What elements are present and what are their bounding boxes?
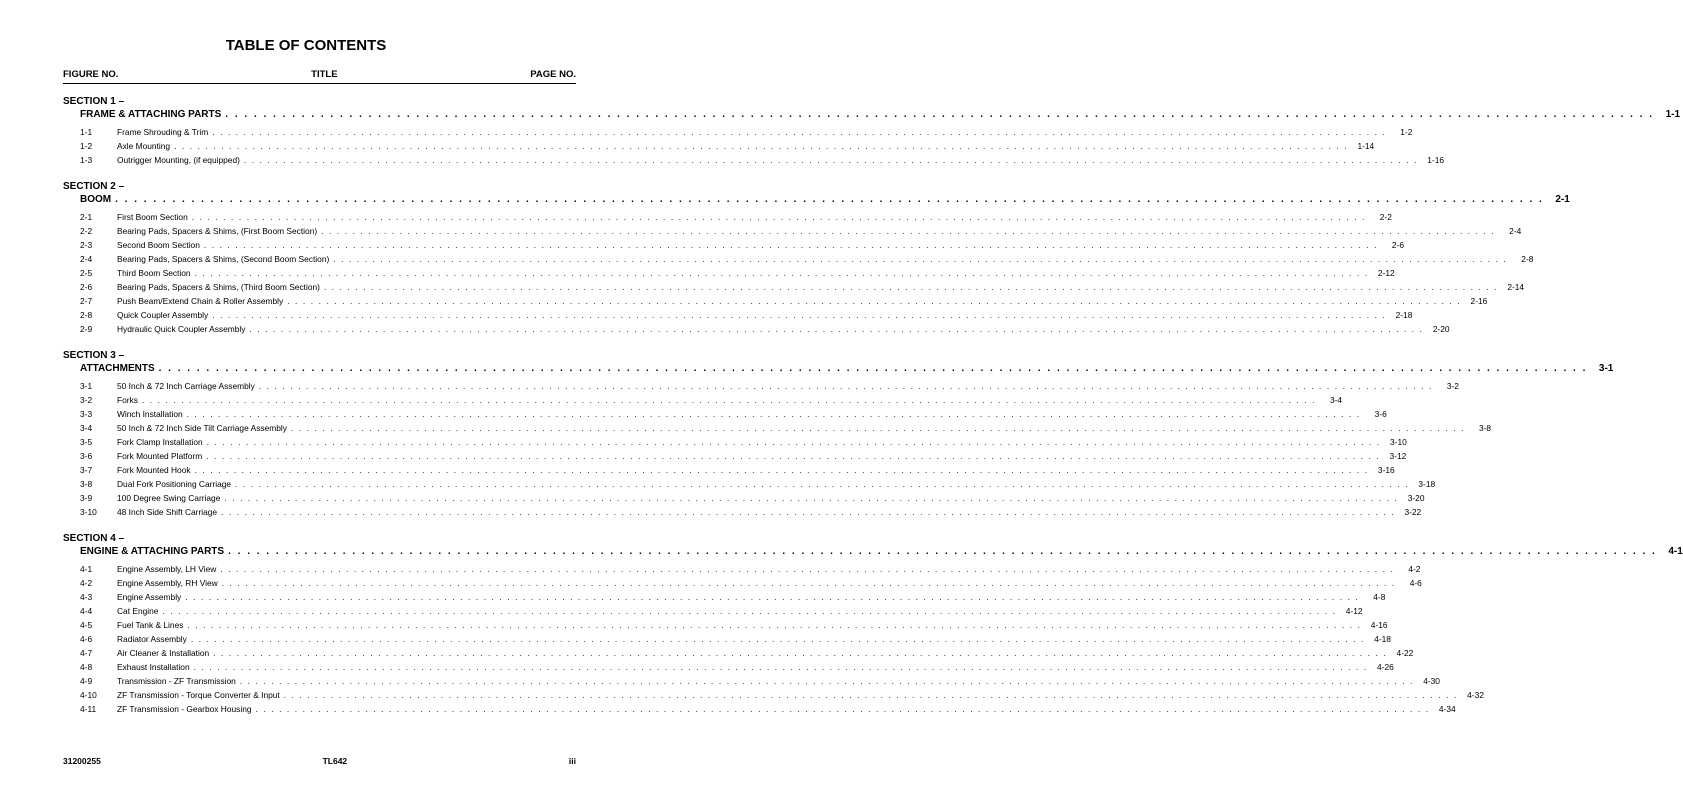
entry-title: Dual Fork Positioning Carriage bbox=[117, 479, 232, 489]
dot-leader: . . . . . . . . . . . . . . . . . . . . . . . . . . . . . . . . . . . . . . . . . . . . . . . . . . . . . . . . . . . . . . . . . . . . . . . . . . . . . . . . . . . . . . . . . . . . . . . . . . . . . . . . . . . . . . . . . . . . . . . . . . . . . . . . . . . . . . . . . . . . . . . . . . . . . . bbox=[206, 451, 1381, 461]
entry-title: Bearing Pads, Spacers & Shims, (Third Boom Section) bbox=[117, 282, 320, 292]
figure-number: 4-7 bbox=[80, 648, 93, 658]
entry-title: Second Boom Section bbox=[117, 240, 200, 250]
entry-title: Radiator Assembly bbox=[117, 634, 187, 644]
dot-leader: . . . . . . . . . . . . . . . . . . . . . . . . . . . . . . . . . . . . . . . . . . . . . . . . . . . . . . . . . . . . . . . . . . . . . . . . . . . . . . . . . . . . . . . . . . . . . . . . . . . . . . . . . . . . . . . . . . . . . . . . . . . . . . . . . . . . . . . . . . . . . . . . . . . . . . bbox=[187, 620, 1362, 630]
dot-leader: . . . . . . . . . . . . . . . . . . . . . . . . . . . . . . . . . . . . . . . . . . . . . . . . . . . . . . . . . . . . . . . . . . . . . . . . . . . . . . . . . . . . . . . . . . . . . . . . . . . . . . . . . . . . . . . . . . . . . . . . . . . . . . . . . . . . . . . . . . . . . . . . . . . . . . bbox=[235, 479, 1410, 489]
section-label: SECTION 2 – bbox=[63, 181, 125, 192]
entry-page-number: 1-14 bbox=[1357, 141, 1375, 151]
figure-number: 2-8 bbox=[80, 310, 93, 320]
toc-entry[interactable] bbox=[63, 435, 1407, 449]
dot-leader: . . . . . . . . . . . . . . . . . . . . . . . . . . . . . . . . . . . . . . . . . . . . . . . . . . . . . . . . . . . . . . . . . . . . . . . . . . . . . . . . . . . . . . . . . . . . . . . . . . . . . . . . . . . . . . . . . . . . . . . . . . . . . . . . . . . . . . . . . . . . . . . . . . . . . . bbox=[228, 546, 1657, 557]
toc-entry[interactable] bbox=[63, 280, 1525, 294]
dot-leader: . . . . . . . . . . . . . . . . . . . . . . . . . . . . . . . . . . . . . . . . . . . . . . . . . . . . . . . . . . . . . . . . . . . . . . . . . . . . . . . . . . . . . . . . . . . . . . . . . . . . . . . . . . . . . . . . . . . . . . . . . . . . . . . . . . . . . . . . . . . . . . . . . . . . . . bbox=[115, 194, 1544, 205]
entry-title: ZF Transmission - Torque Converter & Input bbox=[117, 690, 280, 700]
entry-page-number: 4-6 bbox=[1409, 578, 1422, 588]
entry-page-number: 4-26 bbox=[1377, 662, 1394, 672]
toc-section bbox=[63, 350, 1614, 519]
entry-page-number: 3-22 bbox=[1404, 507, 1422, 517]
entry-title: Fork Mounted Hook bbox=[117, 465, 191, 475]
toc-section bbox=[63, 533, 1683, 716]
toc-entry[interactable] bbox=[63, 224, 1522, 238]
dot-leader: . . . . . . . . . . . . . . . . . . . . . . . . . . . . . . . . . . . . . . . . . . . . . . . . . . . . . . . . . . . . . . . . . . . . . . . . . . . . . . . . . . . . . . . . . . . . . . . . . . . . . . . . . . . . . . . . . . . . . . . . . . . . . . . . . . . . . . . . . . . . . . . . . . . . . . bbox=[290, 423, 1466, 433]
toc-entry[interactable] bbox=[63, 618, 1388, 632]
dot-leader: . . . . . . . . . . . . . . . . . . . . . . . . . . . . . . . . . . . . . . . . . . . . . . . . . . . . . . . . . . . . . . . . . . . . . . . . . . . . . . . . . . . . . . . . . . . . . . . . . . . . . . . . . . . . . . . . . . . . . . . . . . . . . . . . . . . . . . . . . . . . . . . . . . . . . . bbox=[220, 564, 1395, 574]
figure-number: 2-2 bbox=[80, 226, 93, 236]
dot-leader: . . . . . . . . . . . . . . . . . . . . . . . . . . . . . . . . . . . . . . . . . . . . . . . . . . . . . . . . . . . . . . . . . . . . . . . . . . . . . . . . . . . . . . . . . . . . . . . . . . . . . . . . . . . . . . . . . . . . . . . . . . . . . . . . . . . . . . . . . . . . . . . . . . . . . . bbox=[249, 324, 1424, 334]
dot-leader: . . . . . . . . . . . . . . . . . . . . . . . . . . . . . . . . . . . . . . . . . . . . . . . . . . . . . . . . . . . . . . . . . . . . . . . . . . . . . . . . . . . . . . . . . . . . . . . . . . . . . . . . . . . . . . . . . . . . . . . . . . . . . . . . . . . . . . . . . . . . . . . . . . . . . . bbox=[333, 254, 1508, 264]
figure-number: 4-1 bbox=[80, 564, 93, 574]
figure-number: 3-4 bbox=[80, 423, 93, 433]
entry-title: Fuel Tank & Lines bbox=[117, 620, 184, 630]
entry-page-number: 4-32 bbox=[1467, 690, 1484, 700]
entry-page-number: 3-10 bbox=[1390, 437, 1407, 447]
entry-page-number: 3-12 bbox=[1389, 451, 1407, 461]
section-page-number: 3-1 bbox=[1598, 363, 1614, 374]
figure-number: 2-7 bbox=[80, 296, 93, 306]
entry-title: Outrigger Mounting, (if equipped) bbox=[117, 155, 240, 165]
toc-entry[interactable] bbox=[63, 491, 1425, 505]
toc-entry[interactable] bbox=[63, 125, 1413, 139]
column-title-header: TITLE bbox=[311, 69, 338, 80]
section-title-row[interactable] bbox=[63, 193, 1570, 206]
dot-leader: . . . . . . . . . . . . . . . . . . . . . . . . . . . . . . . . . . . . . . . . . . . . . . . . . . . . . . . . . . . . . . . . . . . . . . . . . . . . . . . . . . . . . . . . . . . . . . . . . . . . . . . . . . . . . . . . . . . . . . . . . . . . . . . . . . . . . . . . . . . . . . . . . . . . . . bbox=[162, 606, 1337, 616]
dot-leader: . . . . . . . . . . . . . . . . . . . . . . . . . . . . . . . . . . . . . . . . . . . . . . . . . . . . . . . . . . . . . . . . . . . . . . . . . . . . . . . . . . . . . . . . . . . . . . . . . . . . . . . . . . . . . . . . . . . . . . . . . . . . . . . . . . . . . . . . . . . . . . . . . . . . . . bbox=[287, 296, 1462, 306]
figure-number: 4-5 bbox=[80, 620, 93, 630]
toc-entry[interactable] bbox=[63, 294, 1488, 308]
dot-leader: . . . . . . . . . . . . . . . . . . . . . . . . . . . . . . . . . . . . . . . . . . . . . . . . . . . . . . . . . . . . . . . . . . . . . . . . . . . . . . . . . . . . . . . . . . . . . . . . . . . . . . . . . . . . . . . . . . . . . . . . . . . . . . . . . . . . . . . . . . . . . . . . . . . . . . bbox=[239, 676, 1414, 686]
entry-page-number: 3-20 bbox=[1407, 493, 1425, 503]
toc-entry[interactable] bbox=[63, 562, 1421, 576]
entry-page-number: 4-16 bbox=[1370, 620, 1388, 630]
entry-title: First Boom Section bbox=[117, 212, 188, 222]
dot-leader: . . . . . . . . . . . . . . . . . . . . . . . . . . . . . . . . . . . . . . . . . . . . . . . . . . . . . . . . . . . . . . . . . . . . . . . . . . . . . . . . . . . . . . . . . . . . . . . . . . . . . . . . . . . . . . . . . . . . . . . . . . . . . . . . . . . . . . . . . . . . . . . . . . . . . . bbox=[212, 310, 1387, 320]
entry-page-number: 4-12 bbox=[1345, 606, 1363, 616]
dot-leader: . . . . . . . . . . . . . . . . . . . . . . . . . . . . . . . . . . . . . . . . . . . . . . . . . . . . . . . . . . . . . . . . . . . . . . . . . . . . . . . . . . . . . . . . . . . . . . . . . . . . . . . . . . . . . . . . . . . . . . . . . . . . . . . . . . . . . . . . . . . . . . . . . . . . . . bbox=[191, 212, 1366, 222]
column-page-header: PAGE NO. bbox=[530, 69, 576, 80]
figure-number: 4-4 bbox=[80, 606, 93, 616]
figure-number: 3-1 bbox=[80, 381, 93, 391]
entry-page-number: 1-2 bbox=[1400, 127, 1413, 137]
figure-number: 2-9 bbox=[80, 324, 93, 334]
entry-title: Hydraulic Quick Coupler Assembly bbox=[117, 324, 246, 334]
entry-page-number: 3-2 bbox=[1446, 381, 1459, 391]
entry-page-number: 2-6 bbox=[1391, 240, 1404, 250]
section-title-row[interactable] bbox=[63, 362, 1614, 375]
entry-page-number: 2-12 bbox=[1377, 268, 1395, 278]
entry-title: Frame Shrouding & Trim bbox=[117, 127, 209, 137]
toc-entry[interactable] bbox=[63, 322, 1450, 336]
page-footer bbox=[63, 756, 576, 766]
entry-title: Bearing Pads, Spacers & Shims, (Second Boom Section) bbox=[117, 254, 330, 264]
toc-entry[interactable] bbox=[63, 407, 1387, 421]
toc-entry[interactable] bbox=[63, 463, 1395, 477]
entry-page-number: 2-16 bbox=[1470, 296, 1488, 306]
entry-title: Cat Engine bbox=[117, 606, 159, 616]
entry-page-number: 2-8 bbox=[1521, 254, 1534, 264]
column-figure-header: FIGURE NO. bbox=[63, 69, 119, 80]
entry-page-number: 3-6 bbox=[1374, 409, 1387, 419]
dot-leader: . . . . . . . . . . . . . . . . . . . . . . . . . . . . . . . . . . . . . . . . . . . . . . . . . . . . . . . . . . . . . . . . . . . . . . . . . . . . . . . . . . . . . . . . . . . . . . . . . . . . . . . . . . . . . . . . . . . . . . . . . . . . . . . . . . . . . . . . . . . . . . . . . . . . . . bbox=[221, 507, 1396, 517]
entry-page-number: 4-18 bbox=[1374, 634, 1391, 644]
section-title-row[interactable] bbox=[63, 545, 1683, 558]
figure-number: 3-8 bbox=[80, 479, 93, 489]
entry-page-number: 4-2 bbox=[1408, 564, 1421, 574]
figure-number: 4-10 bbox=[80, 690, 97, 700]
entry-title: Exhaust Installation bbox=[117, 662, 190, 672]
entry-title: 50 Inch & 72 Inch Carriage Assembly bbox=[117, 381, 255, 391]
entry-page-number: 3-4 bbox=[1329, 395, 1343, 405]
entry-page-number: 1-16 bbox=[1427, 155, 1445, 165]
entry-page-number: 4-30 bbox=[1423, 676, 1440, 686]
entry-page-number: 3-18 bbox=[1418, 479, 1436, 489]
dot-leader: . . . . . . . . . . . . . . . . . . . . . . . . . . . . . . . . . . . . . . . . . . . . . . . . . . . . . . . . . . . . . . . . . . . . . . . . . . . . . . . . . . . . . . . . . . . . . . . . . . . . . . . . . . . . . . . . . . . . . . . . . . . . . . . . . . . . . . . . . . . . . . . . . . . . . . bbox=[158, 363, 1588, 374]
entry-page-number: 2-2 bbox=[1379, 212, 1392, 222]
dot-leader: . . . . . . . . . . . . . . . . . . . . . . . . . . . . . . . . . . . . . . . . . . . . . . . . . . . . . . . . . . . . . . . . . . . . . . . . . . . . . . . . . . . . . . . . . . . . . . . . . . . . . . . . . . . . . . . . . . . . . . . . . . . . . . . . . . . . . . . . . . . . . . . . . . . . . . bbox=[255, 704, 1430, 714]
entry-title: Third Boom Section bbox=[117, 268, 191, 278]
entry-title: Winch Installation bbox=[117, 409, 183, 419]
toc-section bbox=[63, 181, 1570, 336]
entry-page-number: 3-8 bbox=[1478, 423, 1492, 433]
dot-leader: . . . . . . . . . . . . . . . . . . . . . . . . . . . . . . . . . . . . . . . . . . . . . . . . . . . . . . . . . . . . . . . . . . . . . . . . . . . . . . . . . . . . . . . . . . . . . . . . . . . . . . . . . . . . . . . . . . . . . . . . . . . . . . . . . . . . . . . . . . . . . . . . . . . . . . bbox=[193, 662, 1368, 672]
section-title: ENGINE & ATTACHING PARTS bbox=[80, 546, 225, 557]
dot-leader: . . . . . . . . . . . . . . . . . . . . . . . . . . . . . . . . . . . . . . . . . . . . . . . . . . . . . . . . . . . . . . . . . . . . . . . . . . . . . . . . . . . . . . . . . . . . . . . . . . . . . . . . . . . . . . . . . . . . . . . . . . . . . . . . . . . . . . . . . . . . . . . . . . . . . . bbox=[141, 395, 1317, 405]
entry-page-number: 2-20 bbox=[1432, 324, 1450, 334]
figure-number: 3-3 bbox=[80, 409, 93, 419]
section-title: BOOM bbox=[80, 194, 112, 205]
entry-title: Fork Clamp Installation bbox=[117, 437, 203, 447]
toc-entry[interactable] bbox=[63, 477, 1436, 491]
dot-leader: . . . . . . . . . . . . . . . . . . . . . . . . . . . . . . . . . . . . . . . . . . . . . . . . . . . . . . . . . . . . . . . . . . . . . . . . . . . . . . . . . . . . . . . . . . . . . . . . . . . . . . . . . . . . . . . . . . . . . . . . . . . . . . . . . . . . . . . . . . . . . . . . . . . . . . bbox=[203, 240, 1378, 250]
entry-title: Forks bbox=[117, 395, 138, 405]
toc-entry[interactable] bbox=[63, 139, 1375, 153]
entry-title: ZF Transmission - Gearbox Housing bbox=[117, 704, 252, 714]
toc-entry[interactable] bbox=[63, 604, 1363, 618]
toc-section bbox=[63, 96, 1681, 167]
toc-entry[interactable] bbox=[63, 576, 1422, 590]
figure-number: 4-11 bbox=[80, 704, 97, 714]
figure-number: 4-9 bbox=[80, 676, 93, 686]
header-divider bbox=[63, 83, 576, 84]
figure-number: 2-1 bbox=[80, 212, 93, 222]
entry-title: Fork Mounted Platform bbox=[117, 451, 203, 461]
entry-page-number: 4-34 bbox=[1438, 704, 1456, 714]
entry-title: 50 Inch & 72 Inch Side Tilt Carriage Assembly bbox=[117, 423, 287, 433]
toc-entry[interactable] bbox=[63, 646, 1414, 660]
toc-entry[interactable] bbox=[63, 702, 1456, 716]
dot-leader: . . . . . . . . . . . . . . . . . . . . . . . . . . . . . . . . . . . . . . . . . . . . . . . . . . . . . . . . . . . . . . . . . . . . . . . . . . . . . . . . . . . . . . . . . . . . . . . . . . . . . . . . . . . . . . . . . . . . . . . . . . . . . . . . . . . . . . . . . . . . . . . . . . . . . . bbox=[186, 409, 1361, 419]
section-label: SECTION 1 – bbox=[63, 96, 125, 107]
figure-number: 2-4 bbox=[80, 254, 93, 264]
entry-title: Axle Mounting bbox=[117, 141, 171, 151]
page-title: TABLE OF CONTENTS bbox=[225, 37, 387, 54]
figure-number: 3-7 bbox=[80, 465, 93, 475]
figure-number: 3-9 bbox=[80, 493, 93, 503]
dot-leader: . . . . . . . . . . . . . . . . . . . . . . . . . . . . . . . . . . . . . . . . . . . . . . . . . . . . . . . . . . . . . . . . . . . . . . . . . . . . . . . . . . . . . . . . . . . . . . . . . . . . . . . . . . . . . . . . . . . . . . . . . . . . . . . . . . . . . . . . . . . . . . . . . . . . . . bbox=[225, 109, 1655, 120]
section-label: SECTION 4 – bbox=[63, 533, 125, 544]
section-title: ATTACHMENTS bbox=[80, 363, 155, 374]
toc-entry[interactable] bbox=[63, 660, 1394, 674]
dot-leader: . . . . . . . . . . . . . . . . . . . . . . . . . . . . . . . . . . . . . . . . . . . . . . . . . . . . . . . . . . . . . . . . . . . . . . . . . . . . . . . . . . . . . . . . . . . . . . . . . . . . . . . . . . . . . . . . . . . . . . . . . . . . . . . . . . . . . . . . . . . . . . . . . . . . . . bbox=[190, 634, 1365, 644]
figure-number: 3-5 bbox=[80, 437, 93, 447]
toc-entry[interactable] bbox=[63, 308, 1413, 322]
toc-entry[interactable] bbox=[63, 153, 1445, 167]
figure-number: 4-3 bbox=[80, 592, 93, 602]
section-title: FRAME & ATTACHING PARTS bbox=[80, 109, 222, 120]
dot-leader: . . . . . . . . . . . . . . . . . . . . . . . . . . . . . . . . . . . . . . . . . . . . . . . . . . . . . . . . . . . . . . . . . . . . . . . . . . . . . . . . . . . . . . . . . . . . . . . . . . . . . . . . . . . . . . . . . . . . . . . . . . . . . . . . . . . . . . . . . . . . . . . . . . . . . . bbox=[212, 127, 1387, 137]
figure-number: 2-6 bbox=[80, 282, 93, 292]
toc-entry[interactable] bbox=[63, 252, 1534, 266]
entry-page-number: 4-22 bbox=[1396, 648, 1414, 658]
dot-leader: . . . . . . . . . . . . . . . . . . . . . . . . . . . . . . . . . . . . . . . . . . . . . . . . . . . . . . . . . . . . . . . . . . . . . . . . . . . . . . . . . . . . . . . . . . . . . . . . . . . . . . . . . . . . . . . . . . . . . . . . . . . . . . . . . . . . . . . . . . . . . . . . . . . . . . bbox=[224, 493, 1399, 503]
toc-entry[interactable] bbox=[63, 632, 1391, 646]
toc-entry[interactable] bbox=[63, 421, 1492, 435]
toc-entry[interactable] bbox=[63, 688, 1484, 702]
section-title-row[interactable] bbox=[63, 108, 1681, 121]
section-page-number: 4-1 bbox=[1668, 546, 1683, 557]
toc-entry[interactable] bbox=[63, 590, 1386, 604]
figure-number: 4-2 bbox=[80, 578, 93, 588]
dot-leader: . . . . . . . . . . . . . . . . . . . . . . . . . . . . . . . . . . . . . . . . . . . . . . . . . . . . . . . . . . . . . . . . . . . . . . . . . . . . . . . . . . . . . . . . . . . . . . . . . . . . . . . . . . . . . . . . . . . . . . . . . . . . . . . . . . . . . . . . . . . . . . . . . . . . . . bbox=[174, 141, 1349, 151]
entry-title: 48 Inch Side Shift Carriage bbox=[117, 507, 218, 517]
section-page-number: 1-1 bbox=[1665, 109, 1681, 120]
dot-leader: . . . . . . . . . . . . . . . . . . . . . . . . . . . . . . . . . . . . . . . . . . . . . . . . . . . . . . . . . . . . . . . . . . . . . . . . . . . . . . . . . . . . . . . . . . . . . . . . . . . . . . . . . . . . . . . . . . . . . . . . . . . . . . . . . . . . . . . . . . . . . . . . . . . . . . bbox=[323, 282, 1499, 292]
figure-number: 4-6 bbox=[80, 634, 93, 644]
dot-leader: . . . . . . . . . . . . . . . . . . . . . . . . . . . . . . . . . . . . . . . . . . . . . . . . . . . . . . . . . . . . . . . . . . . . . . . . . . . . . . . . . . . . . . . . . . . . . . . . . . . . . . . . . . . . . . . . . . . . . . . . . . . . . . . . . . . . . . . . . . . . . . . . . . . . . . bbox=[194, 465, 1369, 475]
dot-leader: . . . . . . . . . . . . . . . . . . . . . . . . . . . . . . . . . . . . . . . . . . . . . . . . . . . . . . . . . . . . . . . . . . . . . . . . . . . . . . . . . . . . . . . . . . . . . . . . . . . . . . . . . . . . . . . . . . . . . . . . . . . . . . . . . . . . . . . . . . . . . . . . . . . . . . bbox=[213, 648, 1388, 658]
dot-leader: . . . . . . . . . . . . . . . . . . . . . . . . . . . . . . . . . . . . . . . . . . . . . . . . . . . . . . . . . . . . . . . . . . . . . . . . . . . . . . . . . . . . . . . . . . . . . . . . . . . . . . . . . . . . . . . . . . . . . . . . . . . . . . . . . . . . . . . . . . . . . . . . . . . . . . bbox=[194, 268, 1369, 278]
section-label: SECTION 3 – bbox=[63, 350, 125, 361]
toc-entry[interactable] bbox=[63, 266, 1395, 280]
footer-doc-number: 31200255 bbox=[63, 756, 101, 766]
figure-number: 1-3 bbox=[80, 155, 93, 165]
entry-title: 100 Degree Swing Carriage bbox=[117, 493, 221, 503]
figure-number: 2-3 bbox=[80, 240, 93, 250]
dot-leader: . . . . . . . . . . . . . . . . . . . . . . . . . . . . . . . . . . . . . . . . . . . . . . . . . . . . . . . . . . . . . . . . . . . . . . . . . . . . . . . . . . . . . . . . . . . . . . . . . . . . . . . . . . . . . . . . . . . . . . . . . . . . . . . . . . . . . . . . . . . . . . . . . . . . . . bbox=[283, 690, 1458, 700]
figure-number: 3-10 bbox=[80, 507, 97, 517]
toc-entry[interactable] bbox=[63, 505, 1422, 519]
toc-entry[interactable] bbox=[63, 238, 1404, 252]
toc-entry[interactable] bbox=[63, 210, 1392, 224]
entry-page-number: 2-4 bbox=[1509, 226, 1522, 236]
entry-title: Push Beam/Extend Chain & Roller Assembly bbox=[117, 296, 284, 306]
column-headers bbox=[63, 69, 576, 80]
footer-page-number: iii bbox=[568, 756, 576, 766]
entry-page-number: 3-16 bbox=[1377, 465, 1395, 475]
section-page-number: 2-1 bbox=[1555, 194, 1570, 205]
entry-page-number: 4-8 bbox=[1373, 592, 1386, 602]
dot-leader: . . . . . . . . . . . . . . . . . . . . . . . . . . . . . . . . . . . . . . . . . . . . . . . . . . . . . . . . . . . . . . . . . . . . . . . . . . . . . . . . . . . . . . . . . . . . . . . . . . . . . . . . . . . . . . . . . . . . . . . . . . . . . . . . . . . . . . . . . . . . . . . . . . . . . . bbox=[185, 592, 1360, 602]
entry-title: Bearing Pads, Spacers & Shims, (First Boom Section) bbox=[117, 226, 318, 236]
entry-page-number: 2-14 bbox=[1507, 282, 1525, 292]
figure-number: 4-8 bbox=[80, 662, 93, 672]
entry-title: Transmission - ZF Transmission bbox=[117, 676, 236, 686]
table-of-contents bbox=[63, 96, 1683, 730]
entry-title: Quick Coupler Assembly bbox=[117, 310, 209, 320]
dot-leader: . . . . . . . . . . . . . . . . . . . . . . . . . . . . . . . . . . . . . . . . . . . . . . . . . . . . . . . . . . . . . . . . . . . . . . . . . . . . . . . . . . . . . . . . . . . . . . . . . . . . . . . . . . . . . . . . . . . . . . . . . . . . . . . . . . . . . . . . . . . . . . . . . . . . . . bbox=[206, 437, 1381, 447]
figure-number: 1-2 bbox=[80, 141, 93, 151]
footer-model: TL642 bbox=[322, 756, 348, 766]
toc-entry[interactable] bbox=[63, 379, 1459, 393]
toc-entry[interactable] bbox=[63, 393, 1343, 407]
figure-number: 2-5 bbox=[80, 268, 93, 278]
entry-title: Engine Assembly bbox=[117, 592, 182, 602]
entry-title: Engine Assembly, LH View bbox=[117, 564, 217, 574]
figure-number: 1-1 bbox=[80, 127, 93, 137]
toc-entry[interactable] bbox=[63, 449, 1407, 463]
figure-number: 3-6 bbox=[80, 451, 93, 461]
dot-leader: . . . . . . . . . . . . . . . . . . . . . . . . . . . . . . . . . . . . . . . . . . . . . . . . . . . . . . . . . . . . . . . . . . . . . . . . . . . . . . . . . . . . . . . . . . . . . . . . . . . . . . . . . . . . . . . . . . . . . . . . . . . . . . . . . . . . . . . . . . . . . . . . . . . . . . bbox=[321, 226, 1496, 236]
dot-leader: . . . . . . . . . . . . . . . . . . . . . . . . . . . . . . . . . . . . . . . . . . . . . . . . . . . . . . . . . . . . . . . . . . . . . . . . . . . . . . . . . . . . . . . . . . . . . . . . . . . . . . . . . . . . . . . . . . . . . . . . . . . . . . . . . . . . . . . . . . . . . . . . . . . . . . bbox=[221, 578, 1396, 588]
figure-number: 3-2 bbox=[80, 395, 93, 405]
dot-leader: . . . . . . . . . . . . . . . . . . . . . . . . . . . . . . . . . . . . . . . . . . . . . . . . . . . . . . . . . . . . . . . . . . . . . . . . . . . . . . . . . . . . . . . . . . . . . . . . . . . . . . . . . . . . . . . . . . . . . . . . . . . . . . . . . . . . . . . . . . . . . . . . . . . . . . bbox=[258, 381, 1433, 391]
entry-title: Engine Assembly, RH View bbox=[117, 578, 218, 588]
dot-leader: . . . . . . . . . . . . . . . . . . . . . . . . . . . . . . . . . . . . . . . . . . . . . . . . . . . . . . . . . . . . . . . . . . . . . . . . . . . . . . . . . . . . . . . . . . . . . . . . . . . . . . . . . . . . . . . . . . . . . . . . . . . . . . . . . . . . . . . . . . . . . . . . . . . . . . bbox=[243, 155, 1419, 165]
entry-page-number: 2-18 bbox=[1395, 310, 1413, 320]
toc-entry[interactable] bbox=[63, 674, 1440, 688]
entry-title: Air Cleaner & Installation bbox=[117, 648, 210, 658]
